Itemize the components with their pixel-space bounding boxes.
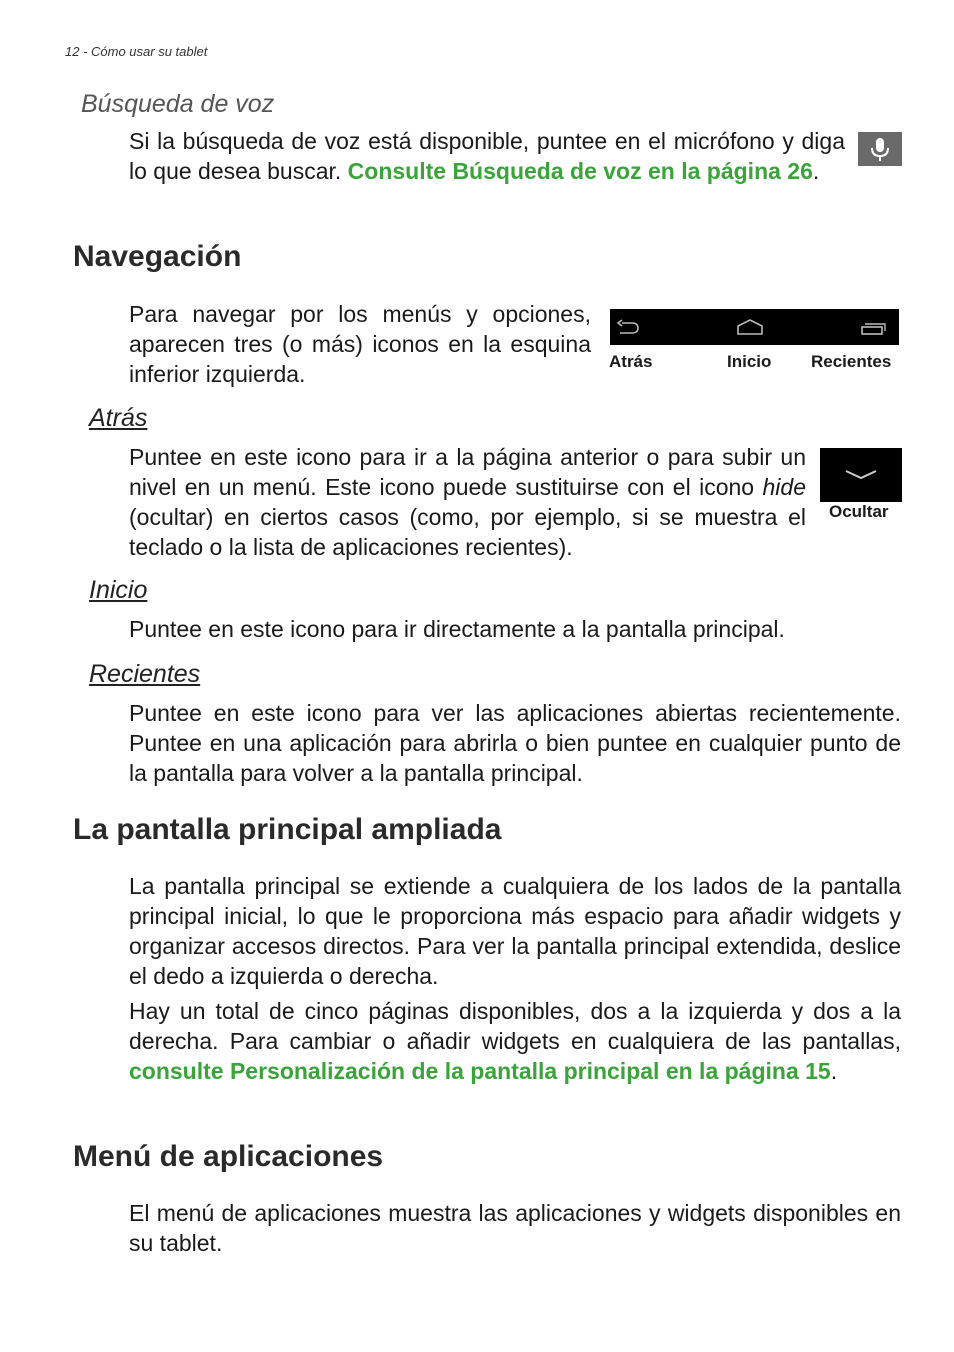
voice-search-period: . [812, 158, 820, 184]
voice-search-link[interactable]: Consulte Búsqueda de voz en la página 26 [347, 158, 813, 184]
hide-chevron-icon [820, 448, 902, 502]
nav-label-recent: Recientes [811, 352, 892, 371]
extended-home-text: Hay un total de cinco páginas disponibles, dos a la izquierda y dos a la derecha. Para cambiar o añadir widgets en cualquiera de las pantallas, [129, 998, 901, 1054]
navigation-bar-image [610, 309, 899, 345]
extended-home-heading: La pantalla principal ampliada [73, 813, 502, 846]
hide-word: hide [762, 474, 806, 500]
home-paragraph: Puntee en este icono para ir directamente a la pantalla principal. [129, 616, 785, 642]
hide-label: Ocultar [829, 502, 889, 521]
recent-apps-icon [854, 309, 890, 345]
back-text: Puntee en este icono para ir a la página anterior o para subir un nivel en un menú. Este icono puede sustituirse con el icono [129, 444, 806, 500]
back-text-cont: (ocultar) en ciertos casos (como, por ejemplo, si se muestra el teclado o la lista de aplicaciones recientes). [129, 504, 806, 560]
extended-home-paragraph-2 [129, 996, 901, 1086]
recent-paragraph: Puntee en este icono para ver las aplicaciones abiertas recientemente. Puntee en una aplicación para abrirla o bien puntee en cualquier punto de la pantalla para volver a la pantalla principal. [129, 700, 901, 786]
back-paragraph [129, 442, 806, 562]
nav-label-back: Atrás [609, 352, 653, 371]
voice-search-paragraph [129, 126, 845, 186]
recent-heading: Recientes [89, 660, 201, 688]
app-menu-paragraph: El menú de aplicaciones muestra las aplicaciones y widgets disponibles en su tablet. [129, 1200, 901, 1256]
extended-home-period: . [830, 1058, 838, 1084]
microphone-icon [858, 132, 902, 166]
back-heading: Atrás [89, 404, 148, 432]
navigation-heading: Navegación [73, 240, 242, 273]
running-head: 12 - Cómo usar su tablet [65, 44, 208, 59]
navigation-paragraph: Para navegar por los menús y opciones, aparecen tres (o más) iconos en la esquina inferior izquierda. [129, 301, 591, 387]
nav-label-home: Inicio [727, 352, 772, 371]
home-heading: Inicio [89, 576, 148, 604]
extended-home-paragraph-1: La pantalla principal se extiende a cualquiera de los lados de la pantalla principal inicial, lo que le proporciona más espacio para añadir widgets y organizar accesos directos. Para ver la pantalla principal extendida, deslice el dedo a izquierda o derecha. [129, 873, 901, 989]
app-menu-heading: Menú de aplicaciones [73, 1140, 384, 1173]
voice-search-text: Si la búsqueda de voz está disponible, puntee en el micrófono y diga lo que desea buscar. [129, 128, 845, 184]
voice-search-heading: Búsqueda de voz [81, 90, 275, 118]
personalization-link[interactable]: consulte Personalización de la pantalla principal en la página 15 [129, 1058, 831, 1084]
back-arrow-icon [610, 309, 650, 345]
home-icon [732, 309, 768, 345]
